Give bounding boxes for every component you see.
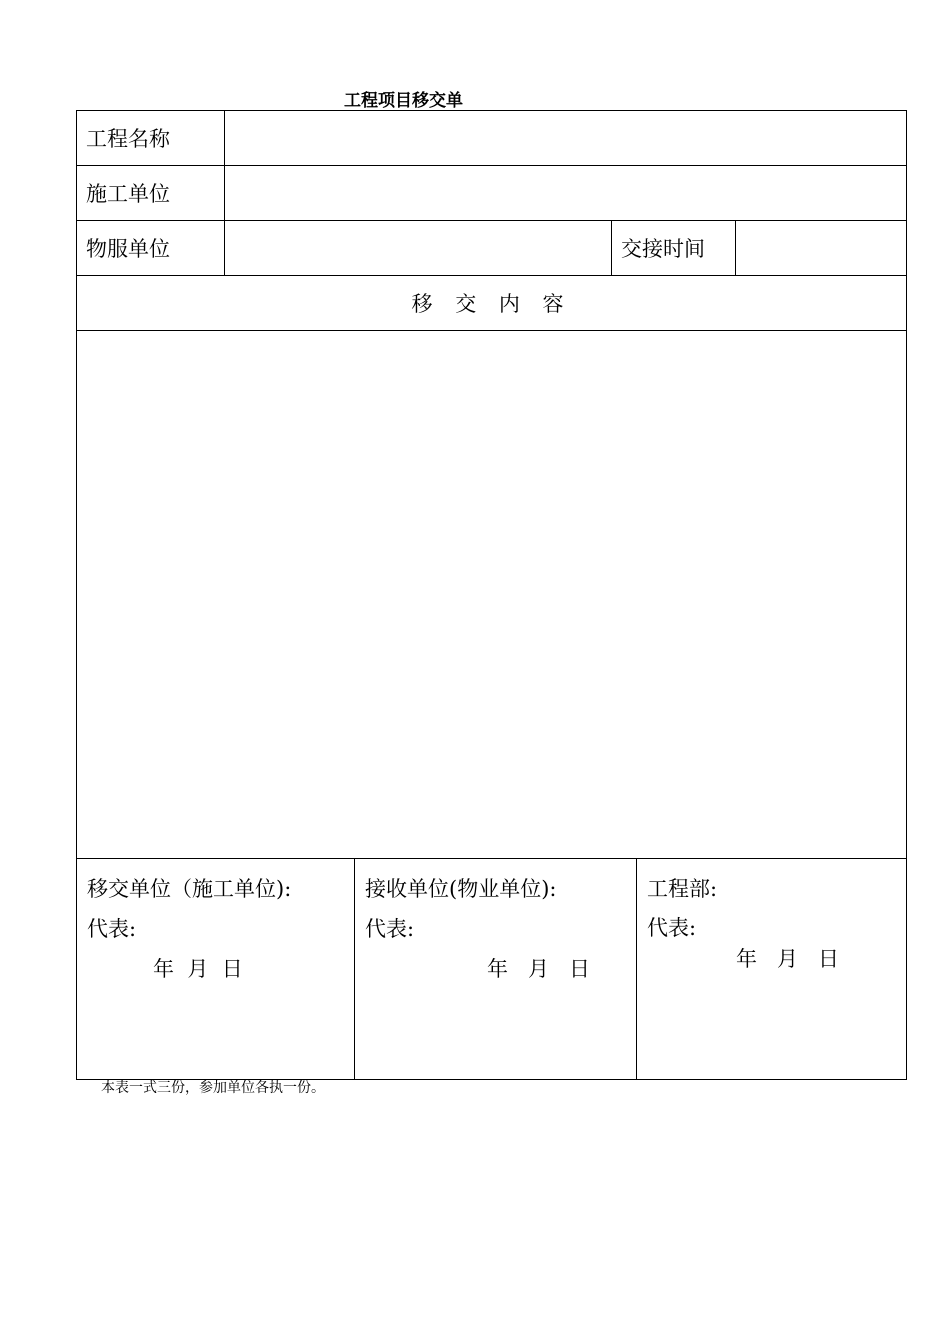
handover-time-label: 交接时间	[612, 221, 736, 276]
property-unit-value[interactable]	[225, 221, 612, 276]
receive-unit-signature[interactable]	[355, 859, 637, 1080]
signature-row	[77, 859, 907, 1080]
receive-unit-date: 年 月 日	[487, 957, 591, 981]
construction-unit-value[interactable]	[225, 166, 907, 221]
transfer-unit-title: 移交单位（施工单位):	[87, 877, 292, 901]
engineering-dept-date: 年 月 日	[736, 947, 840, 971]
receive-unit-rep-label: 代表:	[365, 917, 415, 941]
engineering-dept-signature[interactable]	[637, 859, 907, 1080]
engineering-dept-rep-label: 代表:	[647, 916, 697, 940]
footnote: 本表一式三份，参加单位各执一份。	[101, 1080, 325, 1096]
construction-unit-label: 施工单位	[77, 166, 225, 221]
project-name-value[interactable]	[225, 111, 907, 166]
handover-time-value[interactable]	[736, 221, 907, 276]
engineering-dept-title: 工程部:	[647, 877, 718, 901]
property-unit-label: 物服单位	[77, 221, 225, 276]
construction-unit-row	[77, 166, 907, 221]
transfer-unit-rep-label: 代表:	[87, 917, 137, 941]
handover-content-heading: 移 交 内 容	[77, 276, 907, 331]
document-title: 工程项目移交单	[344, 91, 463, 111]
handover-form-table	[76, 110, 907, 1080]
property-unit-row	[77, 221, 907, 276]
receive-unit-title: 接收单位(物业单位):	[365, 877, 557, 901]
handover-content-area[interactable]	[77, 331, 907, 859]
transfer-unit-date: 年 月 日	[153, 957, 243, 981]
handover-content-row	[77, 331, 907, 859]
project-name-row	[77, 111, 907, 166]
section-heading-row	[77, 276, 907, 331]
project-name-label: 工程名称	[77, 111, 225, 166]
transfer-unit-signature[interactable]	[77, 859, 355, 1080]
